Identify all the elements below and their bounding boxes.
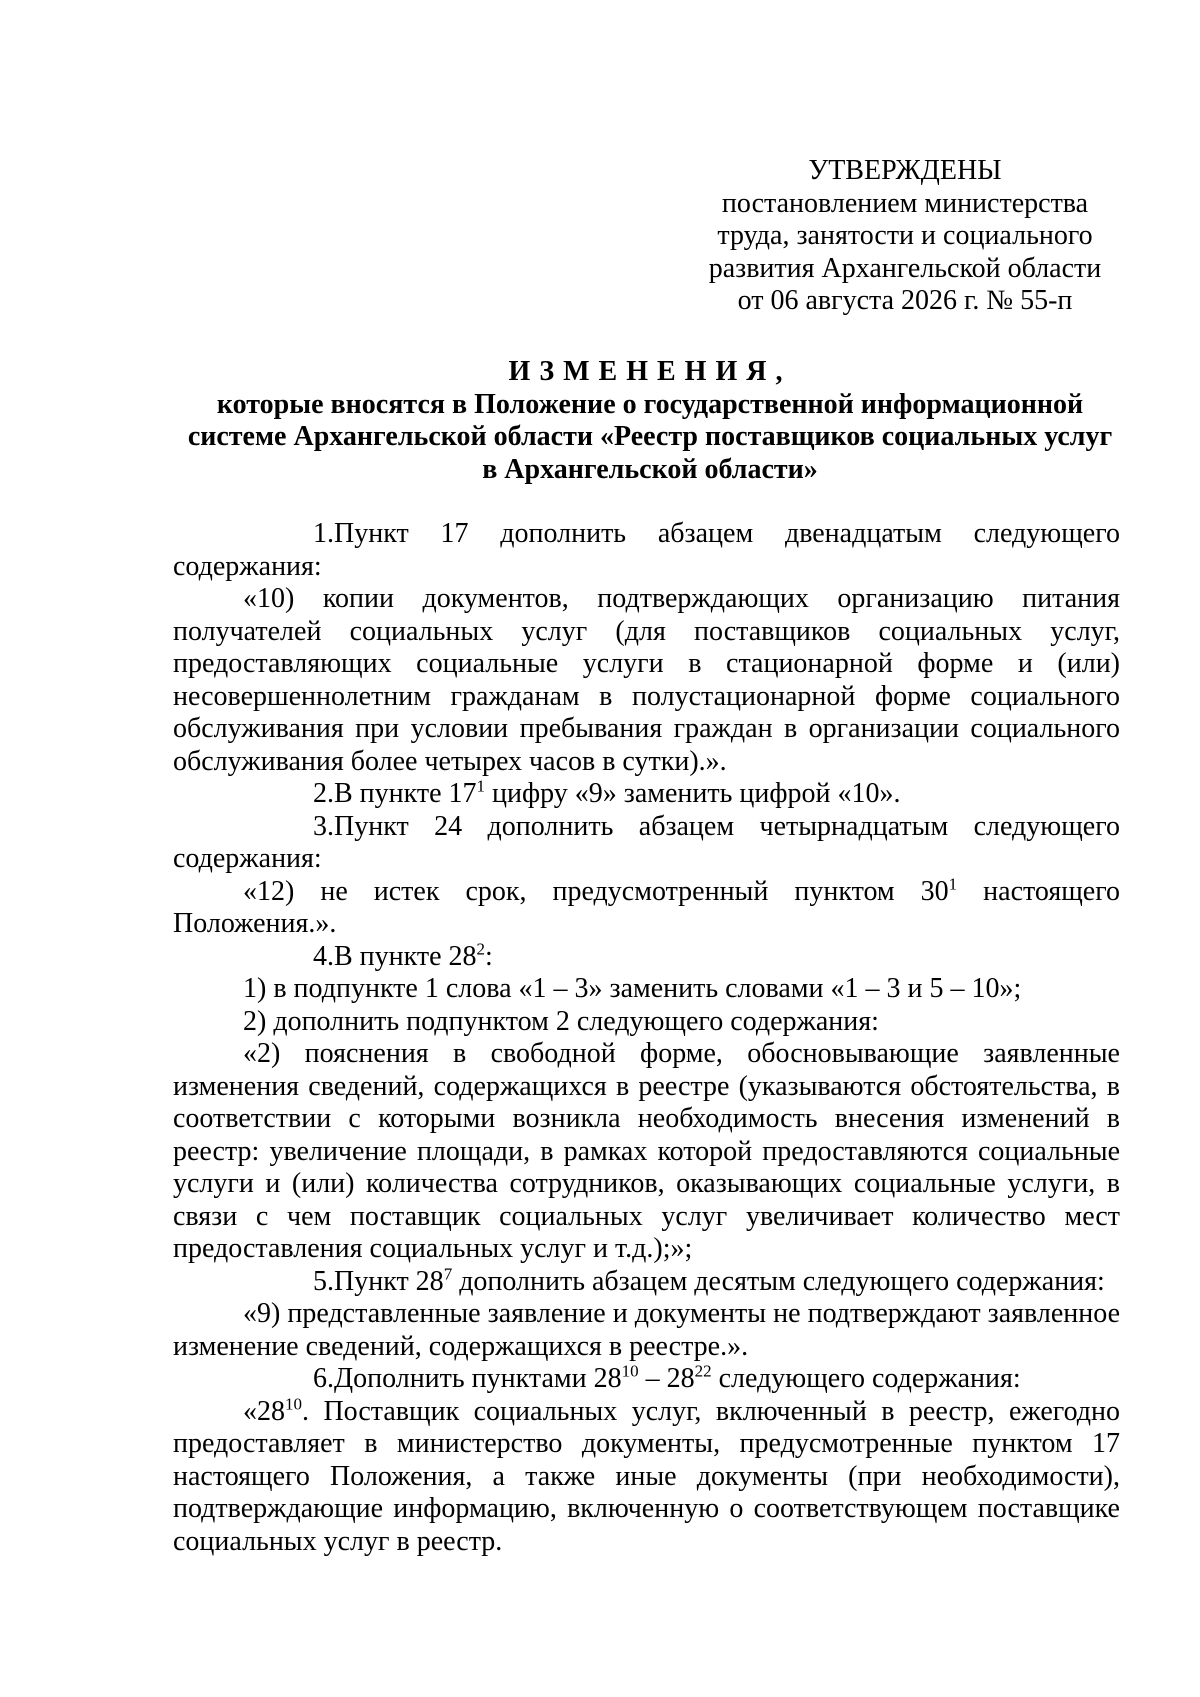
item-text: дополнить абзацем десятым следующего содержания: (452, 1265, 1105, 1297)
item-3 (173, 811, 1120, 876)
item-5-quote: «9) представленные заявление и документы не подтверждают заявленное изменение сведений, содержащихся в реестре.». (173, 1298, 1120, 1362)
item-text: «12) не истек срок, предусмотренный пунктом 30 (243, 875, 949, 907)
approval-line: труда, занятости и социального (717, 220, 1093, 251)
item-6-quote (173, 1396, 1120, 1559)
approval-line: постановлением министерства (721, 187, 1089, 219)
superscript: 10 (621, 1361, 639, 1381)
item-4 (173, 941, 1120, 974)
item-number: 1. (313, 518, 334, 549)
item-number: 3. (313, 810, 334, 842)
item-number: 4. (313, 940, 334, 972)
superscript: 1 (476, 776, 486, 796)
item-number: 6. (313, 1363, 334, 1394)
item-4-subitem-2: 2) дополнить подпунктом 2 следующего содержания: (243, 1005, 879, 1037)
superscript: 22 (694, 1361, 712, 1381)
item-text: Пункт 24 дополнить абзацем четырнадцатым следующего содержания: (173, 810, 1120, 874)
item-text: – 28 (638, 1363, 695, 1394)
superscript: 1 (948, 874, 958, 894)
item-2 (173, 778, 1120, 811)
item-5 (173, 1266, 1120, 1299)
heading-line: системе Архангельской области «Реестр поставщиков социальных услуг (187, 421, 1113, 452)
superscript: 10 (285, 1394, 302, 1414)
heading-title: ИЗМЕНЕНИЯ, (508, 356, 792, 387)
item-text: : (485, 940, 493, 972)
item-1-quote: «10) копии документов, подтверждающих организацию питания получателей социальных услуг (для поставщиков социальных услуг, предоставляющих социальные услуги в стационарной форме и (или) несовершеннолетним гражданам в полустационарной форме социального обслуживания при условии пребывания граждан в организации социального обслуживания более четырех часов в сутки).». (173, 583, 1120, 777)
item-1 (173, 518, 1120, 583)
item-number: 5. (313, 1265, 334, 1297)
item-3-quote (173, 876, 1120, 941)
approval-date-line: от 06 августа 2026 г. № 55-п (737, 285, 1073, 316)
document-body (173, 518, 1120, 1558)
item-text: Дополнить пунктами 28 (334, 1363, 622, 1394)
heading-line: которые вносятся в Положение о государственной информационной (216, 388, 1084, 420)
superscript: 7 (443, 1264, 453, 1284)
item-text: Пункт 28 (334, 1265, 444, 1297)
document-heading (170, 356, 1130, 486)
item-text: . Поставщик социальных услуг, включенный в реестр, ежегодно предоставляет в министерство документы, предусмотренные пунктом 17 настоящего Положения, а также иные документы (при необходимости), подтверждающие информацию, включенную о соответствующем поставщике социальных услуг в реестр. (173, 1395, 1120, 1557)
item-text: «28 (243, 1395, 285, 1427)
heading-line: в Архангельской области» (482, 453, 818, 485)
item-text: В пункте 17 (334, 778, 477, 809)
superscript: 2 (476, 939, 486, 959)
item-text: цифру «9» заменить цифрой «10». (485, 778, 901, 809)
item-text: следующего содержания: (711, 1363, 1021, 1394)
item-4-subitem-1: 1) в подпункте 1 слова «1 – 3» заменить словами «1 – 3 и 5 – 10»; (243, 973, 1022, 1004)
approval-line: развития Архангельской области (708, 252, 1102, 284)
item-number: 2. (313, 778, 334, 809)
approval-title: УТВЕРЖДЕНЫ (808, 155, 1002, 186)
approval-stamp (695, 155, 1115, 318)
item-text: настоящего Положения.». (173, 875, 1121, 939)
item-text: В пункте 28 (334, 940, 477, 972)
item-4-quote: «2) пояснения в свободной форме, обосновывающие заявленные изменения сведений, содержащихся в реестре (указываются обстоятельства, в соответствии с которыми возникла необходимость внесения изменений в реестр: увеличение площади, в рамках которой предоставляются социальные услуги и (или) количества сотрудников, оказывающих социальные услуги, в связи с чем поставщик социальных услуг увеличивает количество мест предоставления социальных услуг и т.д.);»; (173, 1038, 1120, 1264)
item-6 (173, 1363, 1120, 1396)
item-text: Пункт 17 дополнить абзацем двенадцатым следующего содержания: (173, 518, 1120, 582)
